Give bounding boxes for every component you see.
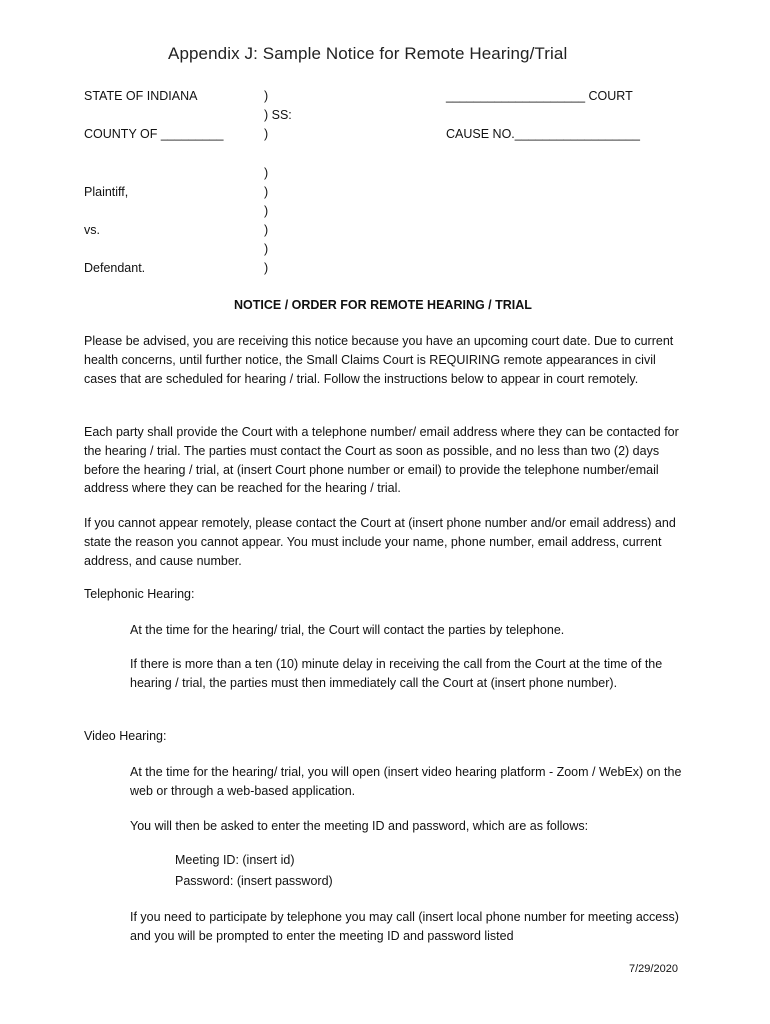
caption-paren: ) [264, 185, 269, 199]
notice-heading: NOTICE / ORDER FOR REMOTE HEARING / TRIAL [234, 298, 532, 312]
defendant-label: Defendant. [84, 261, 146, 275]
telephonic-paragraph: At the time for the hearing/ trial, the Court will contact the parties by telephone. [130, 623, 565, 637]
page-title: Appendix J: Sample Notice for Remote Hearing/Trial [168, 44, 568, 63]
caption-paren: ) [264, 166, 269, 180]
telephonic-hearing-label: Telephonic Hearing: [84, 587, 195, 601]
body-paragraph: Each party shall provide the Court with a telephone number/ email address where they can be contacted for the hearing / trial. The parties must contact the Court as soon as possible, and no less than two (2) days before the hearing / trial, at (insert Court phone number or email) to provide the telephone number/email address where they can be reached for the hearing / trial. [84, 425, 679, 496]
caption-paren: ) [264, 223, 269, 237]
plaintiff-label: Plaintiff, [84, 185, 129, 199]
video-paragraph: You will then be asked to enter the meeting ID and password, which are as follows: [130, 819, 589, 833]
video-paragraph: If you need to participate by telephone you may call (insert local phone number for meeting access) and you will be prompted to enter the meeting ID and password listed [130, 910, 679, 943]
video-hearing-label: Video Hearing: [84, 729, 167, 743]
caption-paren: ) [264, 89, 269, 103]
telephonic-paragraph: If there is more than a ten (10) minute delay in receiving the call from the Court at the time of the hearing / trial, the parties must then immediately call the Court at (insert phone number). [130, 657, 663, 690]
county-label: COUNTY OF _________ [84, 127, 224, 141]
state-label: STATE OF INDIANA [84, 89, 198, 103]
video-paragraph: At the time for the hearing/ trial, you will open (insert video hearing platform - Zoom / WebEx) on the web or through a web-based application. [130, 765, 682, 798]
meeting-id-line: Meeting ID: (insert id) [175, 853, 295, 867]
vs-label: vs. [84, 223, 100, 237]
caption-paren: ) [264, 127, 269, 141]
caption-paren: ) [264, 261, 269, 275]
footer-date: 7/29/2020 [629, 963, 678, 975]
caption-ss: ) SS: [264, 108, 292, 122]
body-paragraph: Please be advised, you are receiving this notice because you have an upcoming court date. Due to current health concerns, until further notice, the Small Claims Court is REQUIRING remote appearances in civil cases that are scheduled for hearing / trial. Follow the instructions below to appear in court remotely. [84, 334, 674, 386]
court-blank: ____________________ COURT [446, 89, 633, 103]
body-paragraph: If you cannot appear remotely, please contact the Court at (insert phone number and/or email address) and state the reason you cannot appear. You must include your name, phone number, email address, current address, and cause number. [84, 516, 676, 568]
caption-paren: ) [264, 204, 269, 218]
caption-paren: ) [264, 242, 269, 256]
password-line: Password: (insert password) [175, 874, 333, 888]
cause-number-blank: CAUSE NO.__________________ [446, 127, 640, 141]
